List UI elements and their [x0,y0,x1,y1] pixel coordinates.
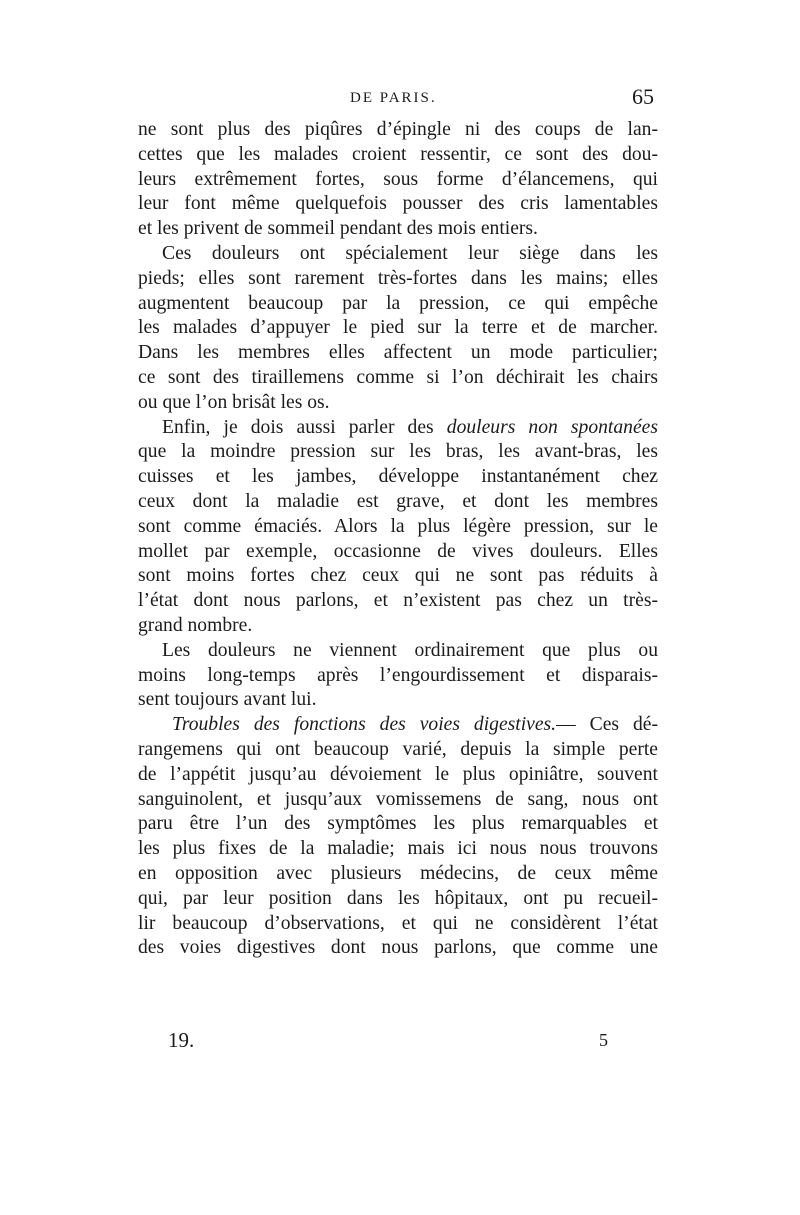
running-head: DE PARIS. [350,90,437,106]
page-number: 65 [632,84,654,109]
text-line: qui, par leur position dans les hôpitaux, ont pu recueil- [138,887,658,909]
text-line: mollet par exemple, occasionne de vives douleurs. Elles [138,540,658,562]
text-line: de l’appétit jusqu’au dévoiement le plus opiniâtre, souvent [138,763,658,785]
text-line: Dans les membres elles affectent un mode particulier; [138,342,658,364]
text-line: l’état dont nous parlons, et n’existent pas chez un très- [138,590,658,612]
text-line: que la moindre pression sur les bras, les avant-bras, les [138,441,658,463]
body-text [138,118,658,961]
text-line: augmentent beaucoup par la pression, ce qui empêche [138,292,658,314]
text-line: leur font même quelquefois pousser des cris lamentables [138,193,658,215]
text-run: — Ces dé- [556,714,658,736]
text-line: moins long-temps après l’engourdissement et disparais- [138,664,658,686]
text-line: des voies digestives dont nous parlons, que comme une [138,937,658,959]
text-run: Enfin, je dois aussi parler des [162,416,447,438]
text-line: Ces douleurs ont spécialement leur siège dans les [162,242,658,264]
text-line [138,713,658,738]
text-line: ceux dont la maladie est grave, et dont les membres [138,490,658,512]
text-line: sent toujours avant lui. [138,689,317,711]
text-line: sont moins fortes chez ceux qui ne sont pas réduits à [138,565,658,587]
text-line: paru être l’un des symptômes les plus remarquables et [138,813,658,835]
page-header [138,84,658,114]
text-line: et les privent de sommeil pendant des mois entiers. [138,218,538,240]
text-line: pieds; elles sont rarement très-fortes dans les mains; elles [138,267,658,289]
page-footer [168,1028,608,1058]
text-line: leurs extrêmement fortes, sous forme d’élancemens, qui [138,168,658,190]
text-line: rangemens qui ont beaucoup varié, depuis la simple perte [138,738,658,760]
text-line: cuisses et les jambes, développe instantanément chez [138,466,658,488]
text-line: sanguinolent, et jusqu’aux vomissemens de sang, nous ont [138,788,658,810]
text-line [138,416,658,441]
text-line: ou que l’on brisât les os. [138,391,330,413]
text-line: ce sont des tiraillemens comme si l’on déchirait les chairs [138,366,658,388]
text-line: lir beaucoup d’observations, et qui ne considèrent l’état [138,912,658,934]
text-line: cettes que les malades croient ressentir, ce sont des dou- [138,143,658,165]
sheet-number: 5 [599,1030,608,1050]
text-line: sont comme émaciés. Alors la plus légère pression, sur le [138,515,658,537]
text-line: en opposition avec plusieurs médecins, de ceux même [138,862,658,884]
emphasis: douleurs non spontanées [446,416,658,438]
text-line: les plus fixes de la maladie; mais ici nous nous trouvons [138,838,658,860]
text-line: Les douleurs ne viennent ordinairement que plus ou [162,639,658,661]
signature-mark: 19. [168,1028,195,1052]
text-line: grand nombre. [138,614,253,636]
section-heading: Troubles des fonctions des voies digestives. [172,714,557,736]
text-line: les malades d’appuyer le pied sur la terre et de marcher. [138,317,658,339]
text-line: ne sont plus des piqûres d’épingle ni des coups de lan- [138,119,658,140]
